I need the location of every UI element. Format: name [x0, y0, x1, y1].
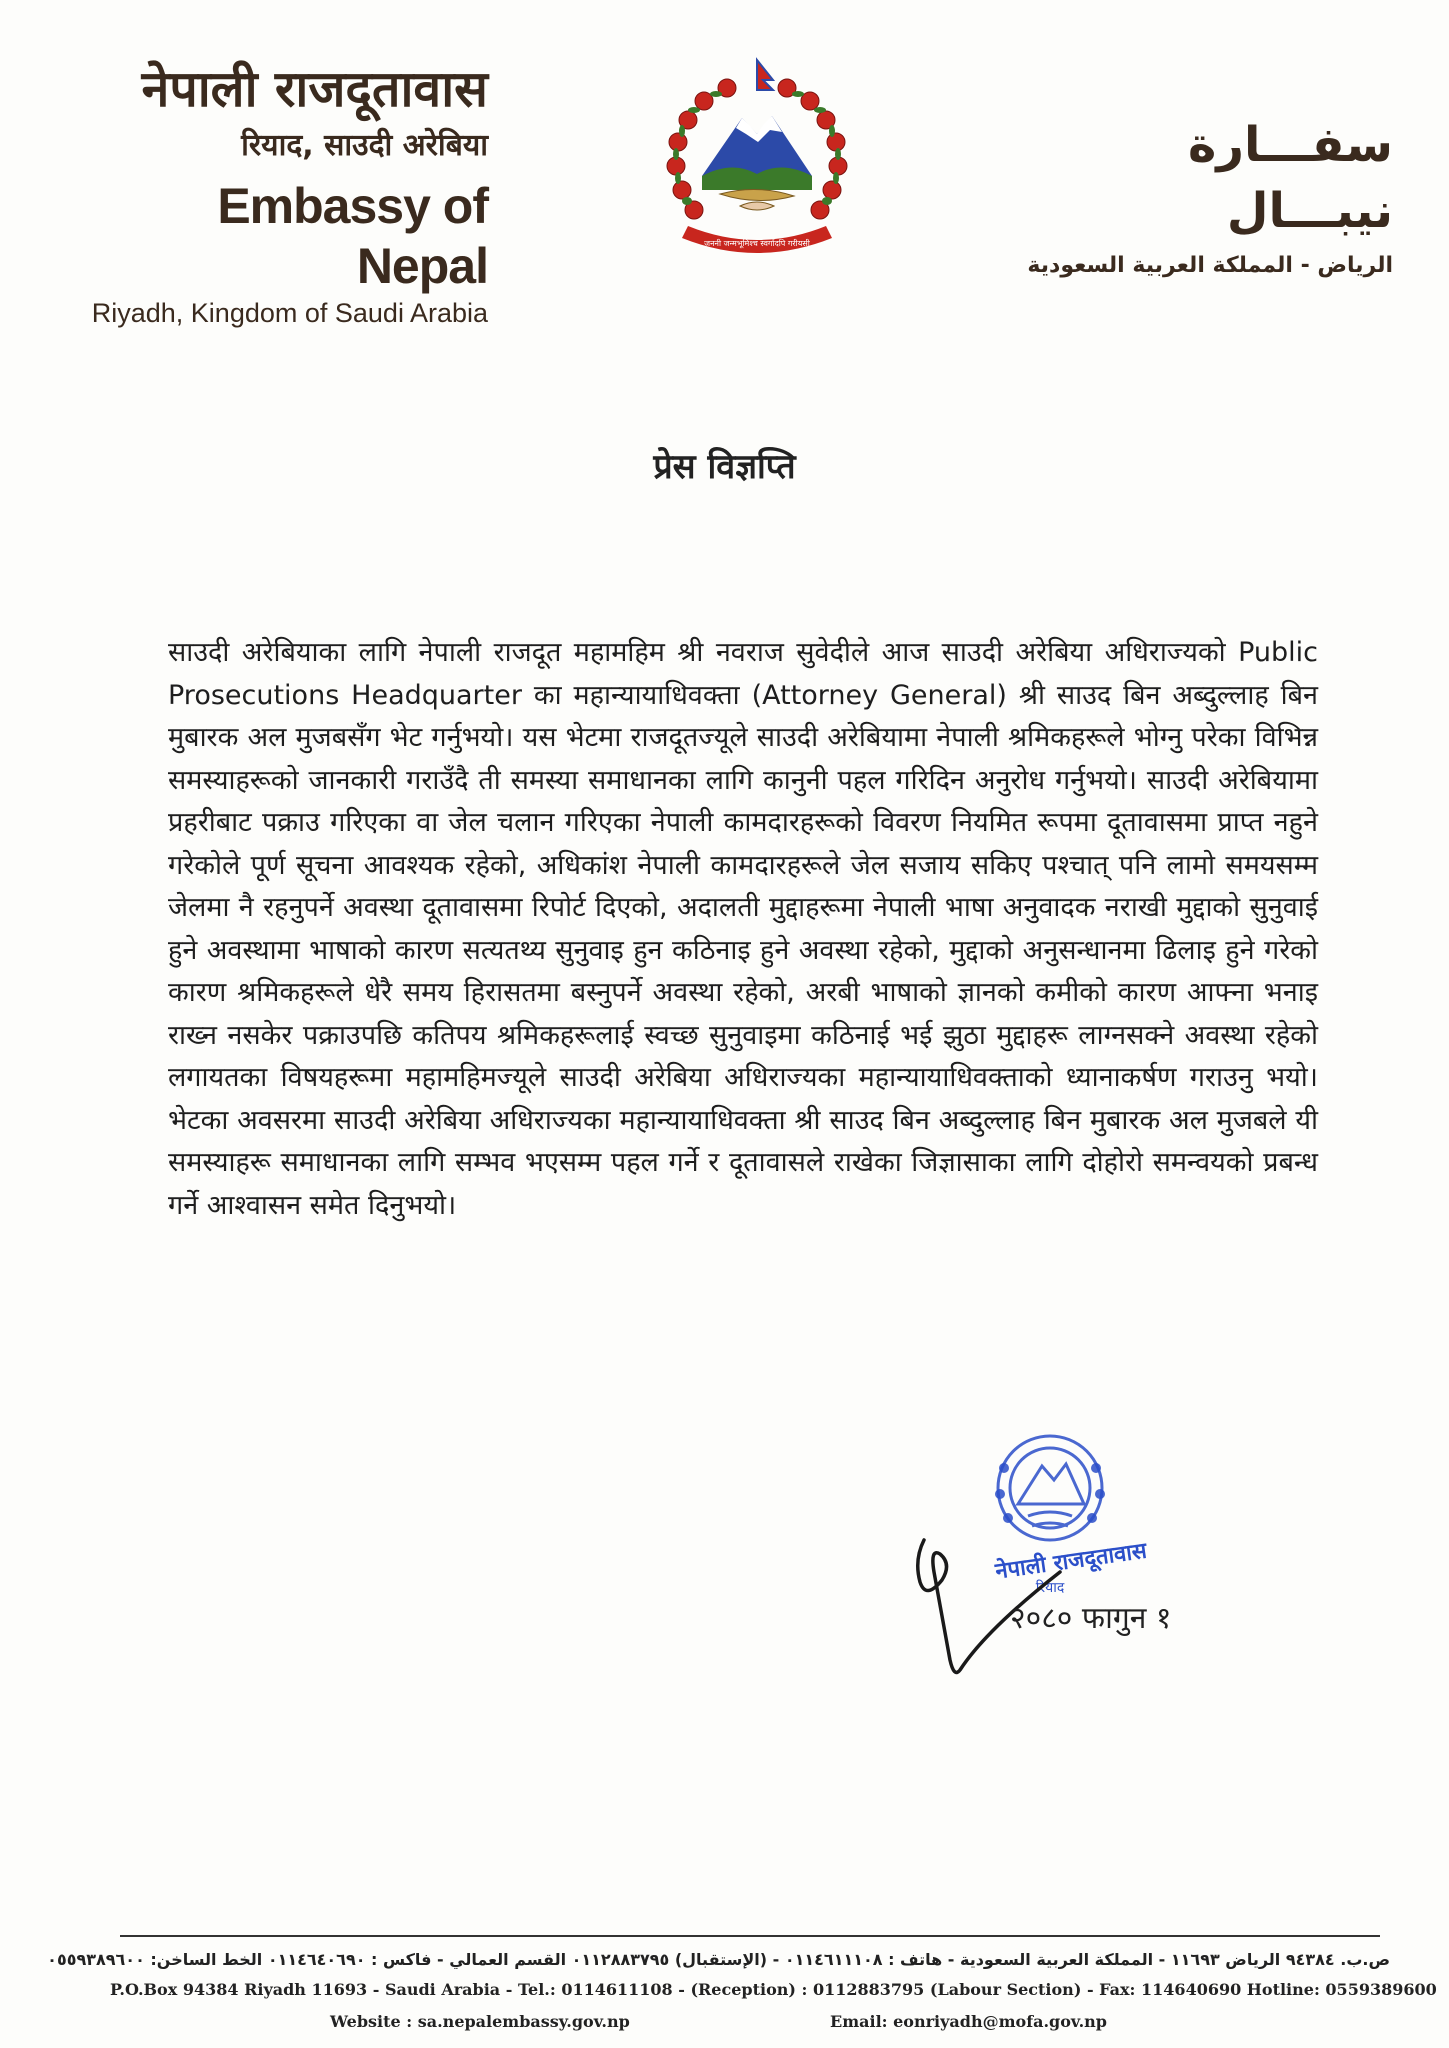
footer-contact-english: P.O.Box 94384 Riyadh 11693 - Saudi Arabia - Tel.: 0114611108 - (Reception) : 0112883795 (Labour Section) - Fax: 114640690 Hotline: 0559389600 — [110, 1980, 1437, 1999]
document-title: प्रेस विज्ञप्ति — [653, 447, 796, 487]
embassy-location-nepali: रियाद, साउदी अरेबिया — [241, 128, 488, 163]
embassy-name-english: Embassy of Nepal — [217, 178, 488, 294]
embassy-name-arabic: سفـــارة نيبـــال — [1188, 117, 1393, 239]
document-date: २०८० फागुन १ — [1010, 1601, 1172, 1636]
footer-email-link[interactable]: Email: eonriyadh@mofa.gov.np — [830, 2012, 1107, 2031]
embassy-name-nepali: नेपाली राजदूतावास — [141, 60, 488, 118]
header-right-block — [1013, 112, 1393, 284]
footer-contact-arabic: ص.ب. ٩٤٣٨٤ الرياض ١١٦٩٣ - المملكة العربية السعودية - هاتف : ٠١١٤٦١١١٠٨ - (الإستقبال) ٠١١٢٨٨٣٧٩٥ القسم العمالي - فاكس : ٠١١٤٦٤٠٦٩٠ الخط الساخن: ٠٥٥٩٣٨٩٦٠٠ — [47, 1950, 1390, 1969]
footer-divider — [120, 1935, 1380, 1937]
footer-website-link[interactable]: Website : sa.nepalembassy.gov.np — [330, 2012, 630, 2031]
header-left-block — [88, 58, 488, 330]
emblem-motto: जननी जन्मभूमिश्च स्वर्गादपि गरीयसी — [704, 239, 810, 248]
press-release-body: साउदी अरेबियाका लागि नेपाली राजदूत महामहिम श्री नवराज सुवेदीले आज साउदी अरेबिया अधिराज्यको Public Prosecutions Headquarter का महान्यायाधिवक्ता (Attorney General) श्री साउद बिन अब्दुल्लाह बिन मुबारक अल मुजबसँग भेट गर्नुभयो। यस भेटमा राजदूतज्यूले साउदी अरेबियामा नेपाली श्रमिकहरूले भोग्नु परेका विभिन्न समस्याहरूको जानकारी गराउँदै ती समस्या समाधानका लागि कानुनी पहल गरिदिन अनुरोध गर्नुभयो। साउदी अरेबियामा प्रहरीबाट पक्राउ गरिएका वा जेल चलान गरिएका नेपाली कामदारहरूको विवरण नियमित रूपमा दूतावासमा प्राप्त नहुने गरेकोले पूर्ण सूचना आवश्यक रहेको, अधिकांश नेपाली कामदारहरूले जेल सजाय सकिए पश्चात् पनि लामो समयसम्म जेलमा नै रहनुपर्ने अवस्था दूतावासमा रिपोर्ट दिएको, अदालती मुद्दाहरूमा नेपाली भाषा अनुवादक नराखी मुद्दाको सुनुवाई हुने अवस्थामा भाषाको कारण सत्यतथ्य सुनुवाइ हुन कठिनाइ हुने अवस्था रहेको, मुद्दाको अनुसन्धानमा ढिलाइ हुने गरेको कारण श्रमिकहरूले धेरै समय हिरासतमा बस्नुपर्ने अवस्था रहेको, अरबी भाषाको ज्ञानको कमीको कारण आफ्ना भनाइ राख्न नसकेर पक्राउपछि कतिपय श्रमिकहरूलाई स्वच्छ सुनुवाइमा कठिनाई भई झुठा मुद्दाहरू लाग्नसक्ने अवस्था रहेको लगायतका विषयहरूमा महामहिमज्यूले साउदी अरेबिया अधिराज्यका महान्यायाधिवक्ताको ध्यानाकर्षण गराउनु भयो। भेटका अवसरमा साउदी अरेबिया अधिराज्यका महान्यायाधिवक्ता श्री साउद बिन अब्दुल्लाह बिन मुबारक अल मुजबले यी समस्याहरू समाधानका लागि सम्भव भएसम्म पहल गर्ने र दूतावासले राखेका जिज्ञासाका लागि दोहोरो समन्वयको प्रबन्ध गर्ने आश्वासन समेत दिनुभयो। — [168, 637, 1318, 1221]
embassy-location-english: Riyadh, Kingdom of Saudi Arabia — [91, 298, 488, 328]
stamp-text: नेपाली राजदूतावास — [993, 1538, 1149, 1585]
stamp-subtext: रियाद — [1035, 1580, 1065, 1596]
nepal-coat-of-arms-emblem — [632, 56, 882, 266]
embassy-location-arabic: الرياض - المملكة العربية السعودية — [1027, 253, 1393, 278]
